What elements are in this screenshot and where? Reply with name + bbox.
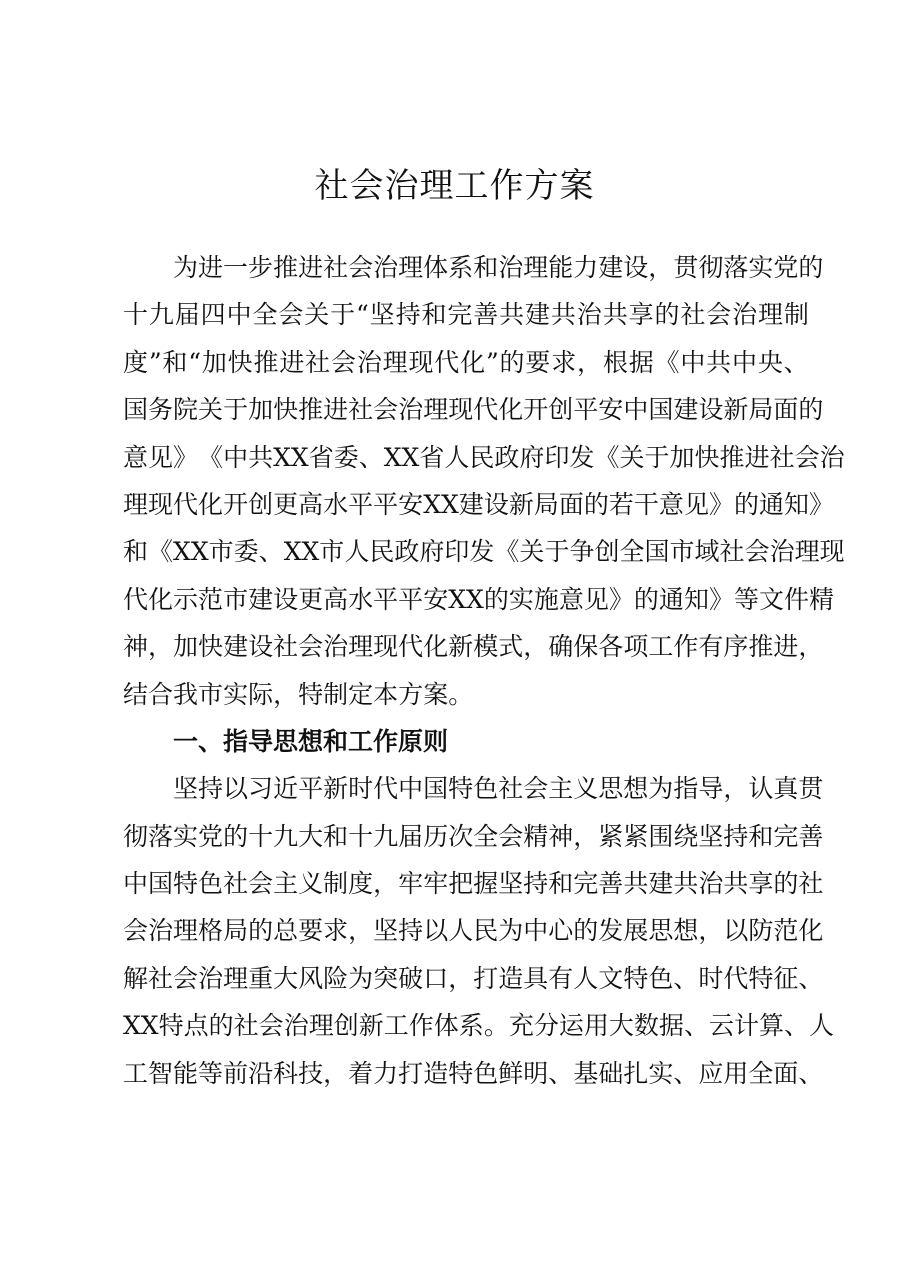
- intro-line: 代 化 示 范 市 建 设 更 高 水 平 平 安 XX 的 实 施 意 见 》 的 通 知 》 等 文 件 精: [123, 584, 835, 614]
- document-body: [123, 244, 845, 1097]
- section-heading: 一、指导思想和工作原则: [173, 726, 449, 756]
- section-line: 解 社 会 治 理 重 大 风 险 为 突 破 口 ， 打 造 具 有 人 文 特 色 、 时 代 特 征 、: [123, 963, 824, 993]
- section-line: 工 智 能 等 前 沿 科 技 ， 着 力 打 造 特 色 鲜 明 、 基 础 扎 实 、 应 用 全 面 、: [123, 1058, 824, 1088]
- section-line: 彻 落 实 党 的 十 九 大 和 十 九 届 历 次 全 会 精 神 ， 紧 紧 围 绕 坚 持 和 完 善: [123, 821, 824, 851]
- intro-line: 结 合 我 市 实 际 ， 特 制 定 本 方 案 。: [123, 679, 474, 709]
- intro-line: 意 见 》 《 中 共 XX 省 委 、 XX 省 人 民 政 府 印 发 《 关 于 加 快 推 进 社 会 治: [123, 442, 845, 472]
- intro-line: 国 务 院 关 于 加 快 推 进 社 会 治 理 现 代 化 开 创 平 安 中 国 建 设 新 局 面 的: [123, 395, 824, 425]
- intro-line: 和 《 XX 市 委 、 XX 市 人 民 政 府 印 发 《 关 于 争 创 全 国 市 域 社 会 治 理 现: [123, 537, 845, 567]
- intro-line: 度 ” 和 “ 加 快 推 进 社 会 治 理 现 代 化 ” 的 要 求 ， 根 据 《 中 共 中 央 、: [123, 347, 809, 377]
- document-title: 社会治理工作方案: [314, 166, 595, 206]
- section-line: 中 国 特 色 社 会 主 义 制 度 ， 牢 牢 把 握 坚 持 和 完 善 共 建 共 治 共 享 的 社: [123, 869, 824, 899]
- intro-line: 理 现 代 化 开 创 更 高 水 平 平 安 XX 建 设 新 局 面 的 若 干 意 见 》 的 通 知 》: [123, 489, 835, 519]
- section-line: XX 特 点 的 社 会 治 理 创 新 工 作 体 系 。 充 分 运 用 大 数 据 、 云 计 算 、 人: [123, 1011, 835, 1041]
- intro-line: 为 进 一 步 推 进 社 会 治 理 体 系 和 治 理 能 力 建 设 ， 贯 彻 落 实 党 的: [173, 253, 824, 282]
- intro-line: 十 九 届 四 中 全 会 关 于 “ 坚 持 和 完 善 共 建 共 治 共 享 的 社 会 治 理 制: [123, 300, 809, 330]
- section-line: 会 治 理 格 局 的 总 要 求 ， 坚 持 以 人 民 为 中 心 的 发 展 思 想 ， 以 防 范 化: [123, 916, 824, 946]
- intro-line: 神 ， 加 快 建 设 社 会 治 理 现 代 化 新 模 式 ， 确 保 各 项 工 作 有 序 推 进 ，: [123, 632, 824, 662]
- section-line: 坚 持 以 习 近 平 新 时 代 中 国 特 色 社 会 主 义 思 想 为 指 导 ， 认 真 贯: [173, 774, 824, 804]
